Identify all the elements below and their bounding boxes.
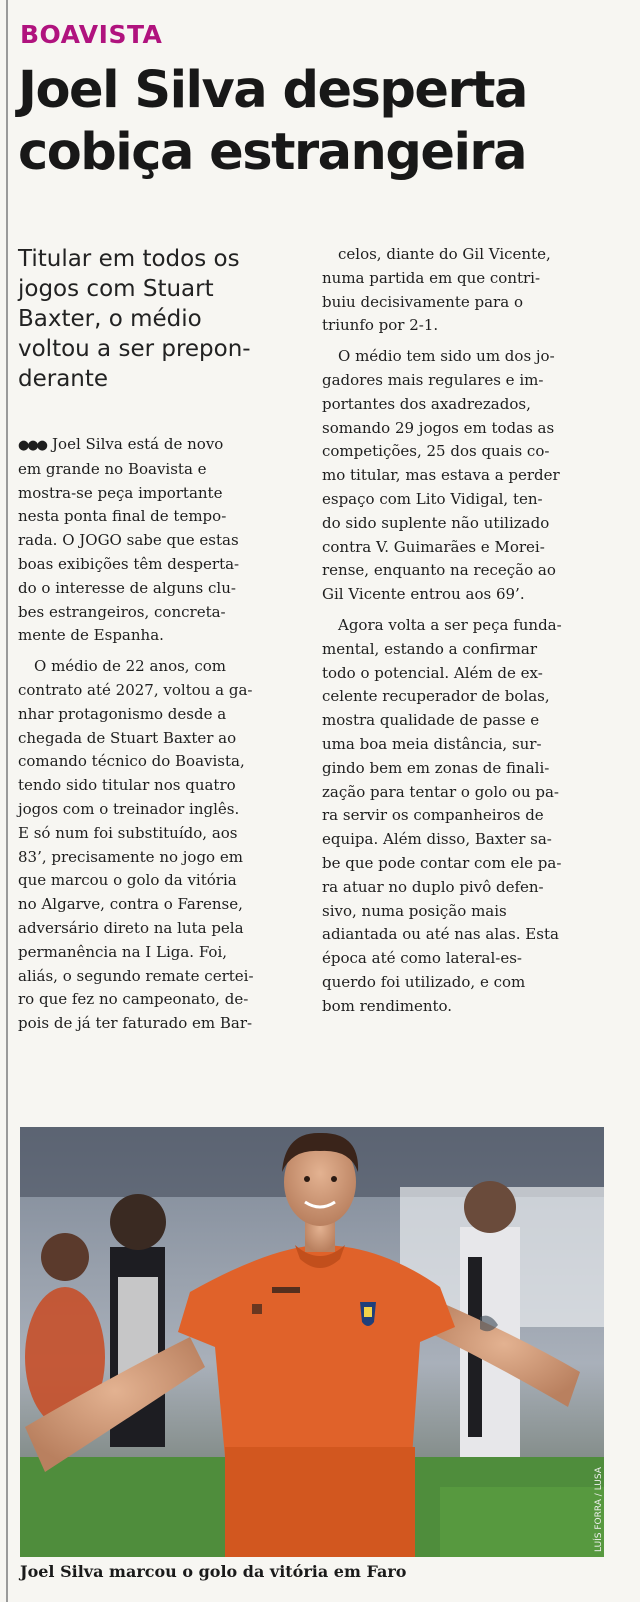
- lead-line: derante: [18, 366, 109, 392]
- body-text: buiu decisivamente para o: [322, 292, 523, 311]
- body-text-line: [18, 846, 300, 870]
- body-text: somando 29 jogos em todas as: [322, 418, 555, 437]
- body-text: be que pode contar com ele pa-: [322, 853, 562, 872]
- body-text-line: [322, 900, 606, 924]
- body-text-line: [18, 917, 300, 941]
- body-text-line: [322, 536, 606, 560]
- body-text: celente recuperador de bolas,: [322, 687, 550, 706]
- body-text-line: [322, 852, 606, 876]
- body-text: nesta ponta final de tempo-: [18, 507, 227, 526]
- body-text: todo o potencial. Além de ex-: [322, 663, 543, 682]
- body-text: sivo, numa posição mais: [322, 901, 507, 920]
- body-text-line: [322, 369, 606, 393]
- body-text-line: [322, 685, 606, 709]
- body-text: Gil Vicente entrou aos 69’.: [322, 585, 525, 604]
- body-text-line: [18, 750, 300, 774]
- body-text: mostra-se peça importante: [18, 483, 223, 502]
- lead-line: Titular em todos os: [18, 246, 240, 272]
- body-text: comando técnico do Boavista,: [18, 752, 245, 771]
- body-text-line: [18, 482, 300, 506]
- body-text-line: [18, 458, 300, 482]
- body-text-line: [322, 417, 606, 441]
- body-text: zação para tentar o golo ou pa-: [322, 782, 559, 801]
- body-text-line: [322, 243, 606, 267]
- headline: [18, 60, 628, 184]
- article-body-right-column: [322, 243, 606, 1019]
- body-text: triunfo por 2-1.: [322, 316, 439, 335]
- body-text-line: [322, 440, 606, 464]
- body-text: que marcou o golo da vitória: [18, 871, 237, 890]
- body-text-line: [322, 464, 606, 488]
- body-text: espaço com Lito Vidigal, ten-: [322, 489, 543, 508]
- body-text-line: [322, 314, 606, 338]
- body-text-line: [322, 923, 606, 947]
- body-text-line: [18, 798, 300, 822]
- body-text-line: [322, 512, 606, 536]
- body-text: mental, estando a confirmar: [322, 639, 537, 658]
- body-text-line: [18, 1012, 300, 1036]
- body-text: no Algarve, contra o Farense,: [18, 895, 243, 914]
- body-text: boas exibições têm desperta-: [18, 554, 240, 573]
- body-text-line: [18, 941, 300, 965]
- body-text-line: [322, 781, 606, 805]
- body-text: do sido suplente não utilizado: [322, 513, 550, 532]
- article-body-left-column: [18, 433, 300, 1036]
- body-text: tendo sido titular nos quatro: [18, 776, 236, 795]
- player-celebration-image: [20, 1127, 604, 1557]
- body-text-line: [322, 876, 606, 900]
- body-text: aliás, o segundo remate certei-: [18, 966, 254, 985]
- body-text-line: [322, 757, 606, 781]
- body-text-line: [18, 822, 300, 846]
- body-text: adversário direto na luta pela: [18, 918, 244, 937]
- body-text-line: [322, 345, 606, 369]
- body-text-line: [322, 662, 606, 686]
- body-text-line: [322, 614, 606, 638]
- body-text-line: [18, 893, 300, 917]
- body-text-line: [18, 433, 300, 458]
- body-text: chegada de Stuart Baxter ao: [18, 728, 237, 747]
- body-text-line: [18, 988, 300, 1012]
- body-text: O médio tem sido um dos jo-: [338, 347, 555, 366]
- body-text: equipa. Além disso, Baxter sa-: [322, 830, 552, 849]
- body-text: adiantada ou até nas alas. Esta: [322, 925, 559, 944]
- lead-line: Baxter, o médio: [18, 306, 202, 332]
- body-text-line: [18, 703, 300, 727]
- body-text: 83’, precisamente no jogo em: [18, 847, 243, 866]
- body-text: mo titular, mas estava a perder: [322, 466, 560, 485]
- lead-paragraph: [18, 244, 308, 394]
- body-text: Joel Silva está de novo: [52, 435, 224, 453]
- body-text: contra V. Guimarães e Morei-: [322, 537, 545, 556]
- body-text: rense, enquanto na receção ao: [322, 561, 556, 580]
- body-text: numa partida em que contri-: [322, 268, 541, 287]
- body-text-line: [18, 679, 300, 703]
- body-text: do o interesse de alguns clu-: [18, 578, 236, 597]
- body-text-line: [322, 804, 606, 828]
- body-text: ra atuar no duplo pivô defen-: [322, 877, 544, 896]
- body-text: mente de Espanha.: [18, 626, 164, 645]
- body-text: ra servir os companheiros de: [322, 806, 544, 825]
- body-text: E só num foi substituído, aos: [18, 823, 238, 842]
- body-text: uma boa meia distância, sur-: [322, 734, 542, 753]
- body-text: celos, diante do Gil Vicente,: [338, 245, 551, 263]
- body-text-line: [18, 624, 300, 648]
- body-text: pois de já ter faturado em Bar-: [18, 1014, 253, 1033]
- body-text-line: [18, 505, 300, 529]
- body-text: ro que fez no campeonato, de-: [18, 990, 249, 1009]
- photo-caption: Joel Silva marcou o golo da vitória em Faro: [20, 1562, 407, 1581]
- body-text: jogos com o treinador inglês.: [18, 799, 240, 818]
- body-text: portantes dos axadrezados,: [322, 394, 531, 413]
- body-text: rada. O JOGO sabe que estas: [18, 531, 239, 550]
- body-text-line: [18, 869, 300, 893]
- paragraph-gap: [322, 607, 606, 614]
- body-text: mostra qualidade de passe e: [322, 711, 540, 730]
- body-text-line: [322, 291, 606, 315]
- body-text-line: [322, 267, 606, 291]
- body-text: gindo bem em zonas de finali-: [322, 758, 550, 777]
- body-text: gadores mais regulares e im-: [322, 370, 544, 389]
- body-text: época até como lateral-es-: [322, 949, 522, 968]
- lead-line: voltou a ser prepon-: [18, 336, 251, 362]
- body-text-line: [18, 577, 300, 601]
- lead-line: jogos com Stuart: [18, 276, 214, 302]
- body-text-line: [322, 583, 606, 607]
- body-text-line: [322, 488, 606, 512]
- body-text: bes estrangeiros, concreta-: [18, 602, 226, 621]
- body-text-line: [322, 733, 606, 757]
- body-text-line: [322, 393, 606, 417]
- paragraph-gap: [322, 338, 606, 345]
- body-text-line: [322, 638, 606, 662]
- body-text-line: [18, 553, 300, 577]
- body-text-line: [18, 529, 300, 553]
- body-text: em grande no Boavista e: [18, 459, 207, 478]
- body-text: O médio de 22 anos, com: [34, 657, 226, 676]
- body-text-line: [322, 995, 606, 1019]
- body-text: contrato até 2027, voltou a ga-: [18, 680, 253, 699]
- body-text-line: [18, 965, 300, 989]
- paragraph-bullets: ●●●: [18, 438, 47, 453]
- body-text-line: [322, 559, 606, 583]
- page-margin-rule: [6, 0, 8, 1602]
- body-text: permanência na I Liga. Foi,: [18, 942, 228, 961]
- headline-line-2: cobiça estrangeira: [18, 123, 527, 182]
- body-text-line: [322, 947, 606, 971]
- paragraph-gap: [18, 648, 300, 655]
- body-text: querdo foi utilizado, e com: [322, 972, 526, 991]
- body-text-line: [18, 727, 300, 751]
- body-text-line: [18, 601, 300, 625]
- body-text-line: [322, 971, 606, 995]
- photo-credit: LUÍS FORRA / LUSA: [594, 1467, 604, 1552]
- body-text-line: [322, 709, 606, 733]
- body-text: Agora volta a ser peça funda-: [338, 615, 562, 634]
- body-text: nhar protagonismo desde a: [18, 704, 227, 723]
- body-text-line: [18, 774, 300, 798]
- body-text: bom rendimento.: [322, 996, 453, 1015]
- section-kicker: BOAVISTA: [20, 20, 163, 49]
- body-text: competições, 25 dos quais co-: [322, 442, 550, 461]
- body-text-line: [322, 828, 606, 852]
- headline-line-1: Joel Silva desperta: [18, 61, 527, 120]
- article-photo: [20, 1127, 604, 1557]
- body-text-line: [18, 655, 300, 679]
